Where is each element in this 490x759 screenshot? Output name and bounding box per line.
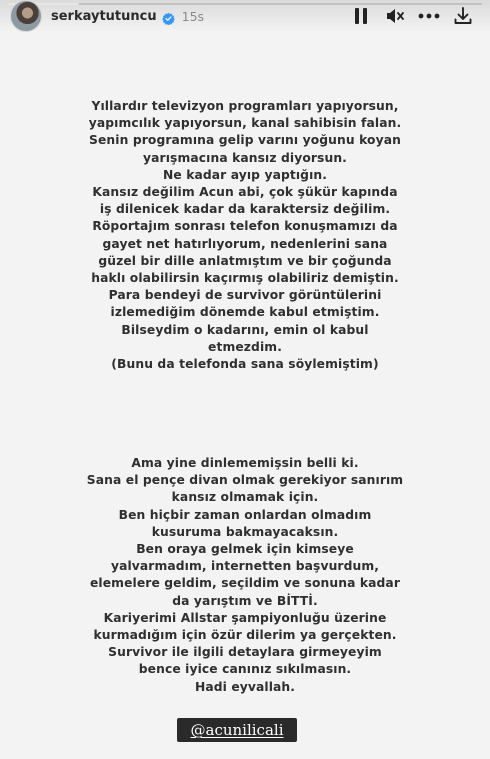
pause-icon	[353, 7, 369, 25]
text-line: Ben oraya gelmek için kimseye	[136, 542, 354, 557]
text-line: Ben hiçbir zaman onlardan olmadım	[118, 507, 372, 522]
text-line: Röportajım sonrası telefon konuşmamızı da	[92, 219, 398, 234]
text-line: (Bunu da telefonda sana söylemiştim)	[111, 357, 379, 372]
mention-label: @acunilicali	[190, 721, 284, 739]
text-line: elemelere geldim, seçildim ve sonuna kadar	[89, 576, 400, 591]
mute-button[interactable]	[378, 2, 412, 30]
text-line: gayet net hatırlıyorum, nedenlerini sana	[102, 236, 388, 251]
text-line: Yıllardır televizyon programları yapıyorsun,	[91, 99, 399, 113]
text-line: etmezdim.	[208, 339, 282, 354]
story-controls	[344, 2, 480, 30]
more-horizontal-icon	[418, 13, 440, 19]
profile-avatar[interactable]	[10, 0, 42, 32]
text-line: yalvarmadım, internetten başvurdum,	[110, 559, 380, 574]
download-button[interactable]	[446, 2, 480, 30]
pause-button[interactable]	[344, 2, 378, 30]
text-line: Kariyerimi Allstar şampiyonluğu üzerine	[103, 610, 387, 625]
text-line: da yarıştım ve BİTTİ.	[172, 593, 318, 608]
username-link[interactable]: serkaytutuncu	[51, 8, 157, 24]
more-options-button[interactable]	[412, 2, 446, 30]
text-line: Para bendeyi de survivor görüntülerini	[108, 288, 382, 303]
text-line: Bilseydim o kadarını, emin ol kabul	[121, 322, 369, 337]
story-text-paragraph-2	[45, 455, 445, 696]
mention-sticker[interactable]	[177, 718, 297, 742]
text-line: yapımcılık yapıyorsun, kanal sahibisin falan.	[88, 116, 402, 131]
text-line: kurmadığım için özür dilerim ya gerçekten.	[93, 628, 397, 643]
story-text-paragraph-1	[45, 98, 445, 373]
text-line: Survivor ile ilgili detaylara girmeyeyim	[108, 645, 382, 660]
verified-badge-icon	[162, 10, 175, 23]
text-line: Kansız değilim Acun abi, çok şükür kapında	[92, 185, 398, 200]
text-line: Ne kadar ayıp yaptığın.	[162, 167, 328, 182]
download-icon	[453, 6, 473, 26]
text-line: Ama yine dinlememişsin belli ki.	[131, 456, 359, 470]
story-timestamp: 15s	[181, 8, 205, 24]
text-line: yarışmacına kansız diyorsun.	[143, 150, 347, 165]
text-line: güzel bir dille anlatmıştım ve bir çoğunda	[98, 253, 392, 268]
text-line: Hadi eyvallah.	[194, 679, 296, 694]
text-line: kansız olmamak için.	[171, 490, 319, 505]
speaker-muted-icon	[385, 7, 405, 25]
text-line: izlemediğim dönemde kabul etmiştim.	[110, 305, 380, 320]
text-line: iş dilenicek kadar da karaktersiz değilim.	[99, 202, 391, 217]
text-line: Sana el pençe divan olmak gerekiyor sanırım	[86, 473, 404, 488]
text-line: kusuruma bakmayacaksın.	[151, 524, 339, 539]
text-line: bence iyice canınız sıkılmasın.	[138, 662, 352, 677]
text-line: Senin programına gelip varını yoğunu koyan	[89, 133, 401, 148]
text-line: haklı olabilirsin kaçırmış olabiliriz demiştin.	[91, 271, 399, 286]
story-header	[0, 0, 490, 32]
